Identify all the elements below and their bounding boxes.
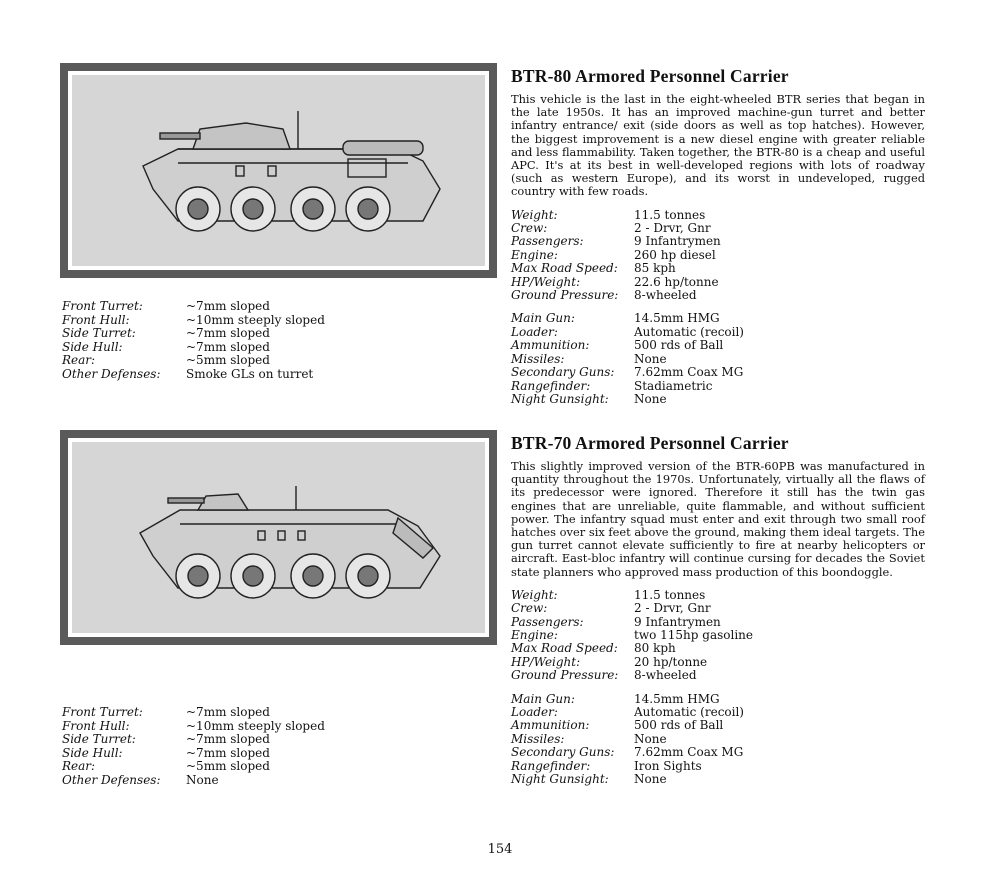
spec-row: HP/Weight: 22.6 hp/tonne xyxy=(511,274,719,289)
spec-row: Passengers: 9 Infantrymen xyxy=(511,234,721,249)
spec-row: Engine: 260 hp diesel xyxy=(511,247,716,262)
btr70-specs xyxy=(511,589,925,683)
spec-row: Ground Pressure: 8-wheeled xyxy=(511,668,697,683)
btr70-description: This slightly improved version of the BTR-60PB was manufactured in quantity throughout the 1970s. Unfortunately, virtually all the flaws of its predecessor were ignored. Therefore it still has the twin gas engines that are unreliable, quite flammable, and without sufficient power. The infantry squad must enter and exit through two small roof hatches over six feet above the ground, making them ideal targets. The gun turret cannot elevate sufficiently to fire at nearby helicopters or aircraft. East-bloc infantry will continue cursing for decades the Soviet state planners who approved mass production of this boondoggle. xyxy=(511,459,925,579)
spec-row: HP/Weight: 20 hp/tonne xyxy=(511,654,708,669)
btr70-vehicle-drawing xyxy=(68,438,489,637)
btr80-vehicle-drawing xyxy=(68,71,489,270)
spec-row: Weight: 11.5 tonnes xyxy=(511,587,706,602)
spec-row: Crew: 2 - Drvr, Gnr xyxy=(511,601,711,616)
btr70-armor-table xyxy=(62,706,362,788)
weapon-row: Loader: Automatic (recoil) xyxy=(511,705,744,720)
armor-row: Front Hull: ~10mm steeply sloped xyxy=(62,312,325,327)
btr80-title: BTR-80 Armored Personnel Carrier xyxy=(511,66,789,86)
btr70-weapons xyxy=(511,693,925,787)
btr70-illustration-frame xyxy=(60,430,497,645)
btr80-illustration-frame xyxy=(60,63,497,278)
btr70-section xyxy=(511,433,925,787)
weapon-row: Secondary Guns: 7.62mm Coax MG xyxy=(511,365,744,380)
weapon-row: Secondary Guns: 7.62mm Coax MG xyxy=(511,745,744,760)
armor-row: Front Hull: ~10mm steeply sloped xyxy=(62,718,325,733)
armor-row: Side Turret: ~7mm sloped xyxy=(62,732,270,747)
armor-row: Front Turret: ~7mm sloped xyxy=(62,705,270,719)
spec-row: Max Road Speed: 80 kph xyxy=(511,641,676,656)
weapon-row: Loader: Automatic (recoil) xyxy=(511,324,744,339)
weapon-row: Rangefinder: Stadiametric xyxy=(511,378,713,393)
armor-row: Rear: ~5mm sloped xyxy=(62,759,270,774)
btr80-armor-table xyxy=(62,300,362,382)
spec-row: Weight: 11.5 tonnes xyxy=(511,207,706,222)
weapon-row: Missiles: None xyxy=(511,351,667,366)
weapon-row: Night Gunsight: None xyxy=(511,772,667,787)
btr80-description: This vehicle is the last in the eight-wheeled BTR series that began in the late 1950s. It has an improved machine-gun turret and better infantry entrance/ exit (side doors as well as top hatches). However, the biggest improvement is a new diesel engine with greater reliable and less flammability. Taken together, the BTR-80 is a cheap and useful APC. It's at its best in well-developed regions with lots of roadway (such as western Europe), and its worst in undeveloped, rugged country with few roads. xyxy=(511,92,925,199)
weapon-row: Ammunition: 500 rds of Ball xyxy=(511,338,724,353)
btr80-section xyxy=(511,66,925,406)
armor-row: Other Defenses: None xyxy=(62,772,219,787)
spec-row: Passengers: 9 Infantrymen xyxy=(511,614,721,629)
weapon-row: Night Gunsight: None xyxy=(511,391,667,406)
armor-row: Front Turret: ~7mm sloped xyxy=(62,299,270,313)
armor-row: Side Turret: ~7mm sloped xyxy=(62,326,270,341)
btr80-specs xyxy=(511,209,925,303)
spec-row: Crew: 2 - Drvr, Gnr xyxy=(511,221,711,236)
btr80-weapons xyxy=(511,312,925,406)
weapon-row: Main Gun: 14.5mm HMG xyxy=(511,311,720,326)
spec-row: Ground Pressure: 8-wheeled xyxy=(511,288,697,303)
weapon-row: Main Gun: 14.5mm HMG xyxy=(511,691,720,706)
armor-row: Other Defenses: Smoke GLs on turret xyxy=(62,366,314,381)
armor-row: Rear: ~5mm sloped xyxy=(62,353,270,368)
page-number: 154 xyxy=(487,842,513,857)
weapon-row: Rangefinder: Iron Sights xyxy=(511,758,702,773)
weapon-row: Missiles: None xyxy=(511,731,667,746)
spec-row: Engine: two 115hp gasoline xyxy=(511,628,753,643)
weapon-row: Ammunition: 500 rds of Ball xyxy=(511,718,724,733)
armor-row: Side Hull: ~7mm sloped xyxy=(62,339,270,354)
spec-row: Max Road Speed: 85 kph xyxy=(511,261,676,276)
armor-row: Side Hull: ~7mm sloped xyxy=(62,745,270,760)
btr70-title: BTR-70 Armored Personnel Carrier xyxy=(511,433,789,453)
